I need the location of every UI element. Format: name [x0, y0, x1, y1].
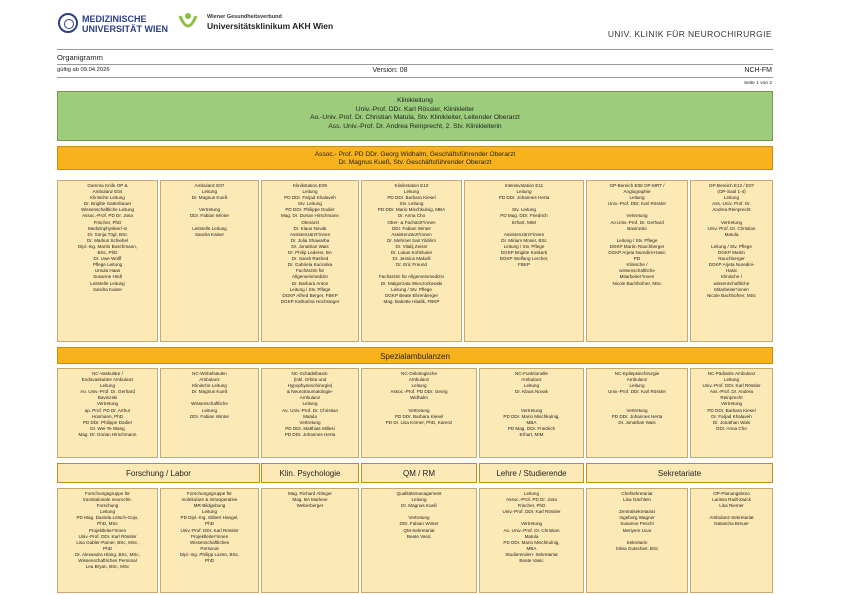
station-line: Wissenschaftliche Leitung: [80, 207, 135, 213]
spezialambulanz-line: PD Mag. DDr. Friedrich: [507, 425, 556, 431]
spezialambulanz-line: Leitung: [302, 401, 318, 407]
station-line: Dr. Vitalij Zeiser: [395, 243, 428, 249]
station-line: Assistenzärzt*innen: [391, 231, 432, 237]
station-box: [690, 180, 773, 342]
clinic-title: UNIV. KLINIK FÜR NEUROCHIRURGIE: [607, 29, 772, 39]
station-line: DGKP Arjeta Nuredini-Hasic: [608, 250, 666, 256]
station-line: Pflege Leitung: [92, 262, 123, 268]
station-line: wissenschaftliche: [713, 280, 750, 286]
station-line: DGKP Beate Ehrenberger: [384, 292, 439, 298]
station-line: Ober- & Fachärzt*innen: [387, 219, 436, 225]
station-line: Rauchberger: [718, 256, 745, 262]
station-line: OP-Bereich E08 OP-MRT /: [609, 183, 665, 188]
spezialambulanz-line: Ambulanz: [299, 395, 321, 401]
station-line: BSc, PhD: [97, 250, 118, 256]
station-line: PD: [633, 256, 641, 262]
bottom-section-line: PD DDr. Mario Mischkulnig,: [503, 539, 560, 545]
spezialambulanz-line: NC-Pädiatrie Ambulanz: [707, 371, 756, 376]
spezialambulanz-line: Hypophysenchirurgie): [287, 383, 333, 389]
station-line: Leitung / Stv. Pflege: [711, 243, 752, 249]
station-line: Dr. Brigitte Gatterbauer: [83, 201, 132, 207]
spezialambulanz-line: Vertretung: [408, 407, 430, 413]
bottom-section-line: Leitung: [201, 509, 218, 515]
bottom-section-line: molekulare & intraoperative: [181, 497, 238, 503]
station-line: PD DDr. Mario Mischkulnig, MBA: [377, 207, 446, 213]
station-line: Oberarzt: [301, 219, 319, 225]
bottom-section-line: Larissa Radl-Zwick: [712, 497, 751, 503]
station-line: Fachärztin für Allgemeinmedizin: [378, 274, 445, 280]
spezialambulanz-line: PD DDr. Mario Mischkulnig,: [503, 413, 560, 419]
spezialambulanz-line: Assoc.-Prof. PD DDr. Georg: [390, 389, 448, 395]
bottom-section-line: PhD: [205, 558, 214, 564]
bottom-section-line: Beate Vasic: [406, 533, 432, 539]
bottom-section-line: Leitung: [523, 491, 540, 496]
bottom-section-line: Ao. Univ.-Prof. Dr. Christian: [503, 527, 560, 533]
station-line: Erhart, MIM: [512, 219, 536, 225]
station-line: Dr. Malgorzata Wieczorkowski: [380, 280, 443, 286]
bottom-section-line: Chefsekretariat: [621, 491, 653, 496]
station-line: DGKP Arjeta Nuredini-: [708, 262, 755, 268]
bottom-section-line: PhD: [103, 545, 112, 551]
station-line: Mag. Dr. Dorian Hirschmann: [281, 213, 339, 219]
bottom-section-line: Lisa Gabler-Pamer, BSc, MSc,: [76, 539, 139, 545]
station-line: Ambulanz E04: [92, 189, 123, 195]
klinikleitung-box: Klinikleitung Univ.-Prof. DDr. Karl Rössler, Klinikleiter Ao.-Univ. Prof. Dr. Christian Matula, Stv. Klinikleiter, Leitender Oberarzt Ass. Univ.-Prof. Dr. Andrea Reinprecht, 2. Stv. Klinikleiterin: [57, 91, 773, 141]
station-line: Dipl.-Ing. Martin Buschmann,: [77, 243, 138, 249]
station-line: PD DDr. Philippe Dodier: [285, 207, 335, 213]
spezialambulanz-line: Univ.-Prof. DDr. Karl Rössler: [702, 383, 761, 389]
spezialambulanz-line: Leitung: [629, 383, 645, 389]
bottom-section-line: Beate Vasic: [519, 558, 544, 564]
spezialambulanzen-band: Spezialambulanzen: [57, 347, 773, 364]
station-line: Leitung: [302, 189, 318, 195]
station-box: [57, 180, 158, 342]
station-line: Dr. Lukas Kohlmaier: [390, 250, 433, 256]
bottom-section-line: Silvia Gutschier, BSc: [615, 545, 659, 551]
station-line: Leitstelle Leitung: [192, 225, 227, 231]
station-line: Stv. Leitung: [512, 207, 536, 213]
spezialambulanz-line: Mag. Dr. Dorian Hirschmann: [78, 431, 137, 437]
station-line: Nicole Bachhofner, MSc: [706, 292, 757, 298]
bottom-section-line: Univ.-Prof. DDr. Karl Rössler: [180, 527, 239, 533]
station-line: Hasic: [725, 268, 738, 274]
doc-code: NCH-FM: [744, 67, 772, 74]
bottom-section-line: Forschungsgruppe für: [187, 491, 232, 496]
station-line: Dr. Sarah Rashed: [291, 256, 329, 262]
spezialambulanz-line: Dr. Farjad Khalaveh: [711, 413, 752, 419]
bottom-section-box: [160, 488, 259, 593]
spezialambulanz-line: ap. Prof. PD Dr. Arthur: [84, 407, 131, 413]
doc-valid: gültig ab 09.04.2026: [57, 67, 110, 73]
station-line: Leitung / Stv. Pflege: [503, 243, 545, 249]
station-line: Frischer, PhD: [93, 219, 122, 225]
spezialambulanz-line: Endovaskuläre Ambulanz: [81, 377, 134, 383]
station-line: Medizinphysiker/-in: [87, 225, 128, 231]
spezialambulanz-line: Leitung: [201, 407, 218, 413]
station-line: Stv. Leitung: [298, 201, 322, 207]
section-title-band: QM / RM: [361, 463, 477, 483]
bottom-section-line: Wissenschaftliches: [189, 539, 230, 545]
spezialambulanz-box: [690, 368, 773, 458]
station-line: Leitung: [516, 189, 532, 195]
spezialambulanz-line: MBA: [526, 419, 537, 425]
spezialambulanz-line: Dr. Klaus Novak: [515, 389, 548, 395]
bottom-section-line: Mag. Richard Altinger: [288, 491, 332, 496]
station-line: Leitung: [403, 189, 420, 195]
spezialambulanz-line: PD DDr. Matthias Millesi: [285, 425, 335, 431]
bottom-section-box: [479, 488, 584, 593]
station-line: Fachärztin für: [295, 268, 325, 274]
bottom-section-line: Mag. BA Marlene: [292, 497, 328, 503]
station-line: Sandra Kaiser: [194, 231, 225, 237]
spezialambulanz-line: Leitung: [99, 383, 116, 389]
station-line: Klinische /: [721, 274, 742, 280]
bottom-section-line: Leitung: [99, 509, 116, 515]
spezialambulanz-line: Erhart, MIM: [519, 431, 544, 437]
akh-logo-text: Wiener Gesundheitsverbund Universitätsklinikum AKH Wien: [207, 14, 334, 31]
spezialambulanz-line: Univ.-Prof. DDr. Karl Rössler: [607, 389, 667, 395]
station-line: Ambulanz E07: [194, 183, 225, 188]
spezialambulanz-line: NC-Onkologische: [401, 371, 437, 376]
bottom-section-line: DDr. Fabian Winter: [399, 521, 439, 527]
station-line: Vertretung: [198, 207, 221, 213]
bottom-section-line: translationale neurochir.: [83, 497, 132, 503]
station-line: Dr. Miriam Moser, BSc: [501, 237, 547, 243]
station-box: [586, 180, 688, 342]
spezialambulanz-line: Vertretung: [299, 419, 321, 425]
spezialambulanz-line: NC-Schädelbasis-: [291, 371, 329, 376]
spezialambulanz-line: Dr. Magnus Kueß: [191, 389, 228, 395]
spezialambulanz-box: [261, 368, 359, 458]
station-line: Dr. Anna Cho: [397, 213, 426, 219]
station-line: Dr. Sonja Tögl, BSc: [87, 231, 128, 237]
station-box: [160, 180, 259, 342]
spezialambulanz-line: NC-Funktionelle: [515, 371, 548, 376]
station-line: PD Mag. DDr. Friedrich: [500, 213, 548, 219]
spezialambulanz-line: PD DDr. Barbara Kiesel: [394, 413, 444, 419]
spezialambulanz-line: DDr. Fabian Winter: [189, 413, 230, 419]
spezialambulanz-line: NC-Vaskuläre /: [92, 371, 123, 376]
spezialambulanz-line: Vertretung: [626, 407, 648, 413]
muw-logo-icon: [58, 13, 78, 33]
section-title-band: Klin. Psychologie: [261, 463, 359, 483]
station-line: Assistenzärzt*innen: [289, 231, 331, 237]
spezialambulanz-line: PD Dr. Lisa Körner, PhD, Karenz: [385, 419, 453, 425]
station-line: Dr. Jonathan Wais: [291, 243, 329, 249]
station-line: Dr. Mehmet Sait Yildirim: [386, 237, 436, 243]
station-line: Sandra Kaiser: [92, 286, 123, 292]
station-line: Angiographie: [623, 189, 651, 195]
bottom-section-line: Sekretarin: [626, 539, 648, 545]
bottom-section-line: Dr. Alexandra Hlang, BSc, MSc,: [75, 551, 140, 557]
station-line: Stv. Leitung: [399, 201, 424, 207]
bottom-section-line: QM-Sekretariat: [403, 527, 435, 533]
spezialambulanz-line: Vertretung: [96, 401, 119, 407]
spezialambulanz-line: Leitung: [723, 377, 740, 383]
spezialambulanz-line: Ambulanz: [199, 377, 220, 383]
spezialambulanz-box: [160, 368, 259, 458]
station-line: wissenschaftliche: [619, 268, 655, 274]
station-line: Dr. Uwe Wolff: [93, 256, 122, 262]
section-title-band: Sekretariate: [586, 463, 773, 483]
spezialambulanz-line: Wissenschaftliche: [191, 401, 228, 407]
spezialambulanz-line: Widhalm: [410, 395, 428, 401]
bottom-section-line: Vertretung: [408, 515, 430, 521]
station-line: Leitung: [629, 195, 645, 201]
bottom-section-line: PhD: [205, 521, 214, 527]
station-line: OP-Bereich E12 / E07: [708, 183, 755, 188]
station-line: Ass.-Univ. Prof. Dr.: [712, 201, 751, 207]
station-line: Intensivstation E11: [504, 183, 544, 188]
spezialambulanz-line: Vertretung: [720, 401, 743, 407]
doc-title: Organigramm: [57, 53, 103, 62]
station-line: Klinische /: [626, 262, 648, 268]
spezialambulanz-line: Bavinzski: [97, 395, 118, 401]
spezialambulanz-line: Dr. Wei-Te Wang: [90, 425, 125, 431]
spezialambulanz-line: Ass.-Prof. Dr. Andrea: [709, 389, 754, 395]
bottom-section-box: [361, 488, 477, 593]
spezialambulanz-line: Leitung: [523, 383, 540, 389]
spezialambulanz-line: Matula: [303, 413, 317, 419]
bottom-section-line: Dr. Magnus Kueß: [401, 503, 437, 509]
bottom-section-line: Ambulanz-Sekretariat: [709, 515, 754, 521]
station-line: Leitung / Stv. Pflege: [289, 286, 331, 292]
station-line: DGKP Alfred Berger, FBKP: [282, 292, 338, 298]
bottom-section-box: [261, 488, 359, 593]
bottom-section-line: Zentralsekretariat: [619, 509, 655, 515]
bottom-section-line: Leitung: [411, 497, 427, 503]
station-line: Dr. Gabriela Kucinska: [287, 262, 333, 268]
station-line: Dr. Barbara Anton: [291, 280, 329, 286]
spezialambulanz-line: Hosmann, PhD: [91, 413, 124, 419]
station-line: Dr. Klaus Novak: [293, 225, 327, 231]
spezialambulanz-line: Dr. Jonathan Wais: [712, 419, 751, 425]
station-line: Dr. Julia Shawarba: [290, 237, 330, 243]
station-line: Leitung: [723, 195, 740, 201]
geschaeftsfuehrer-band: Assoc.- Prof. PD DDr. Georg Widhalm, Geschäftsführender Oberarzt Dr. Magnus Kueß, Stv. Geschäftsführender Oberarzt: [57, 146, 773, 170]
station-line: Dr. Philip Lederer, BA: [288, 250, 332, 256]
bottom-section-line: OP-Planungsbüro: [713, 491, 750, 496]
station-line: PD DDr. Johannes Herta: [498, 195, 550, 201]
station-line: Leitung / Stv. Pflege: [391, 286, 432, 292]
bottom-section-line: Univ.-Prof. DDr. Karl Rössler: [78, 533, 137, 539]
spezialambulanz-line: Leitung: [411, 383, 427, 389]
bottom-section-line: Natascha Breuer: [714, 521, 749, 527]
station-line: DDr. Fabian Winter: [391, 225, 432, 231]
bottom-section-line: Dipl.-Ing. Philipp Lazen, BSc,: [179, 551, 240, 557]
station-line: DGKP Katharina Hochsteger: [280, 298, 340, 304]
bottom-section-line: Matula: [524, 533, 539, 539]
bottom-section-line: Projektleiter*innen: [190, 533, 229, 539]
bottom-section-box: [586, 488, 688, 593]
station-line: Ursula Haas: [94, 268, 121, 274]
spezialambulanz-line: Dr. Jonathan Wais: [618, 419, 656, 425]
station-line: PD DDr. Barbara Kiesel: [387, 195, 436, 201]
station-line: DDr. Fabian Winter: [189, 213, 230, 219]
bottom-section-line: Projektleiter*innen: [88, 527, 127, 533]
spezialambulanz-line: Vertretung: [520, 407, 543, 413]
station-box: [261, 180, 359, 342]
station-line: Matula: [724, 231, 739, 237]
bottom-section-line: Susanne Peschl: [620, 521, 654, 527]
spezialambulanz-line: NC-Wirbelsäulen: [192, 371, 227, 376]
station-line: Univ.-Prof. DDr. Karl Rössler: [607, 201, 667, 207]
bottom-section-line: Personal: [200, 545, 219, 551]
station-line: DGKP Wolfang Lercher,: [499, 256, 549, 262]
spezialambulanz-line: Reinprecht: [720, 395, 743, 401]
station-line: Bavinzski: [627, 225, 647, 231]
station-line: (OP-Saal 1-4): [717, 189, 746, 195]
station-line: Susanne Hödl: [93, 274, 122, 280]
station-line: Allgemeinmedizin: [291, 274, 328, 280]
bottom-section-line: Frischer, PhD: [517, 503, 546, 509]
bottom-section-line: Vertretung: [520, 521, 543, 527]
station-line: Mag. Babette Hladik, FBKP: [383, 298, 440, 304]
bottom-section-box: [690, 488, 773, 593]
bottom-section-line: PD Mag. Daniela Lötsch-Gojo,: [76, 515, 139, 521]
spezialambulanz-line: PD DDr. Philippe Dodier: [82, 419, 133, 425]
akh-logo-icon: [178, 12, 198, 34]
station-line: Leitung: [201, 189, 218, 195]
doc-version: Version: 08: [372, 67, 408, 74]
station-line: Univ.-Prof. Dr. Christian: [707, 225, 756, 231]
station-line: Klinikstation E09: [293, 183, 327, 188]
spezialambulanz-line: Klinische Leitung: [192, 383, 227, 389]
station-line: Leitung / Stv. Pflege: [616, 237, 658, 243]
doc-page: Seite 1 von 2: [743, 81, 772, 86]
spezialambulanz-line: PD DDr. Barbara Kiesel: [707, 407, 756, 413]
station-line: PD DDr. Farjad Khalaveh: [284, 195, 336, 201]
spezialambulanz-line: Ao. Univ.-Prof. Dr. Christian: [281, 407, 339, 413]
station-line: Andrea Reinprecht: [712, 207, 751, 213]
station-line: Dr. Jessica Makolli: [392, 256, 431, 262]
bottom-section-line: Lisa Gächlein: [623, 497, 651, 503]
bottom-section-line: Assoc.-Prof. PD Dr. Josa: [506, 497, 557, 503]
bottom-section-line: Weberberger: [296, 503, 324, 509]
spezialambulanz-line: & Neurotraumatologie-: [286, 389, 334, 395]
bottom-section-line: Lea Bryan, BSc, MSc: [85, 564, 130, 570]
spezialambulanz-line: PD DDr. Johannes Herta: [284, 431, 336, 437]
bottom-section-line: MR-Bildgebung: [193, 503, 226, 509]
spezialambulanz-line: (inkl. Orbita und: [293, 377, 327, 383]
station-line: Dr. Eric Freund: [396, 262, 427, 268]
section-title-band: Lehre / Studierende: [479, 463, 584, 483]
bottom-section-line: Forschungsgruppe für: [85, 491, 130, 496]
bottom-section-line: Studierenden- Sekretariat: [505, 551, 558, 557]
bottom-section-box: [57, 488, 158, 593]
spezialambulanz-line: DDr. Anna Cho: [716, 425, 747, 431]
bottom-section-line: Wissenschaftliches Personal: [78, 558, 137, 564]
bottom-section-line: Lisa Riemer: [719, 503, 744, 509]
spezialambulanz-box: [57, 368, 158, 458]
bottom-section-line: PD Dipl.-Ing. Gilbert Hangel,: [180, 515, 239, 521]
station-line: Nicole Bachhofner, MSc: [612, 280, 662, 286]
station-line: Klinikstation E10: [394, 183, 429, 188]
station-line: Mitarbeiter*innen: [619, 274, 655, 280]
bottom-section-line: Forschung: [96, 503, 119, 509]
bottom-section-line: PhD, MSc: [97, 521, 118, 527]
spezialambulanz-line: Ao. Univ.-Prof. Dr. Gerhard: [80, 389, 135, 395]
station-line: Gamma Knife OP &: [87, 183, 128, 188]
station-line: Assistenzärzt*innen: [503, 231, 545, 237]
station-box: [464, 180, 584, 342]
spezialambulanz-line: Ambulanz: [408, 377, 430, 383]
spezialambulanz-line: Ambulanz: [521, 377, 542, 383]
station-line: Dr. Markus Schiebel: [86, 237, 129, 243]
station-line: DGKP Brigitte Koskarti: [500, 250, 548, 256]
spezialambulanz-line: NC-Epilepsiechirurgie: [614, 371, 660, 376]
station-line: Klinische Leitung: [90, 195, 125, 201]
spezialambulanz-line: Ambulanz: [626, 377, 648, 383]
station-line: Vertretung: [720, 219, 743, 225]
station-line: Assoc.-Prof. PD Dr. Josa: [82, 213, 133, 219]
station-line: Leitstelle Leitung: [90, 280, 125, 286]
bottom-section-line: Ingeborg Wagner: [619, 515, 655, 521]
bottom-section-line: Qualitätsmanagement: [396, 491, 442, 496]
bottom-section-line: MBA: [526, 545, 537, 551]
spezialambulanz-line: PD DDr. Johannes Herta: [611, 413, 663, 419]
station-line: Dr. Magnus Kueß: [191, 195, 228, 201]
station-line: Mitarbeiter*innen: [714, 286, 749, 292]
spezialambulanz-box: [586, 368, 688, 458]
bottom-section-line: Univ.-Prof. DDr. Karl Rössler: [502, 509, 561, 515]
station-line: DGKP Martin: [718, 250, 745, 256]
station-line: DGKP Martin Rauchberger: [609, 243, 665, 249]
spezialambulanz-box: [479, 368, 584, 458]
muw-logo-text: MEDIZINISCHE UNIVERSITÄT WIEN: [82, 14, 169, 34]
spezialambulanz-box: [361, 368, 477, 458]
station-line: Ao.Univ.-Prof. Dr. Gerhard: [610, 219, 664, 225]
station-box: [361, 180, 462, 342]
bottom-section-line: Meriyem Ucar: [622, 527, 652, 533]
section-title-band: Forschung / Labor: [57, 463, 260, 483]
station-line: Vertretung: [626, 213, 648, 219]
station-line: FBKP: [518, 262, 530, 268]
